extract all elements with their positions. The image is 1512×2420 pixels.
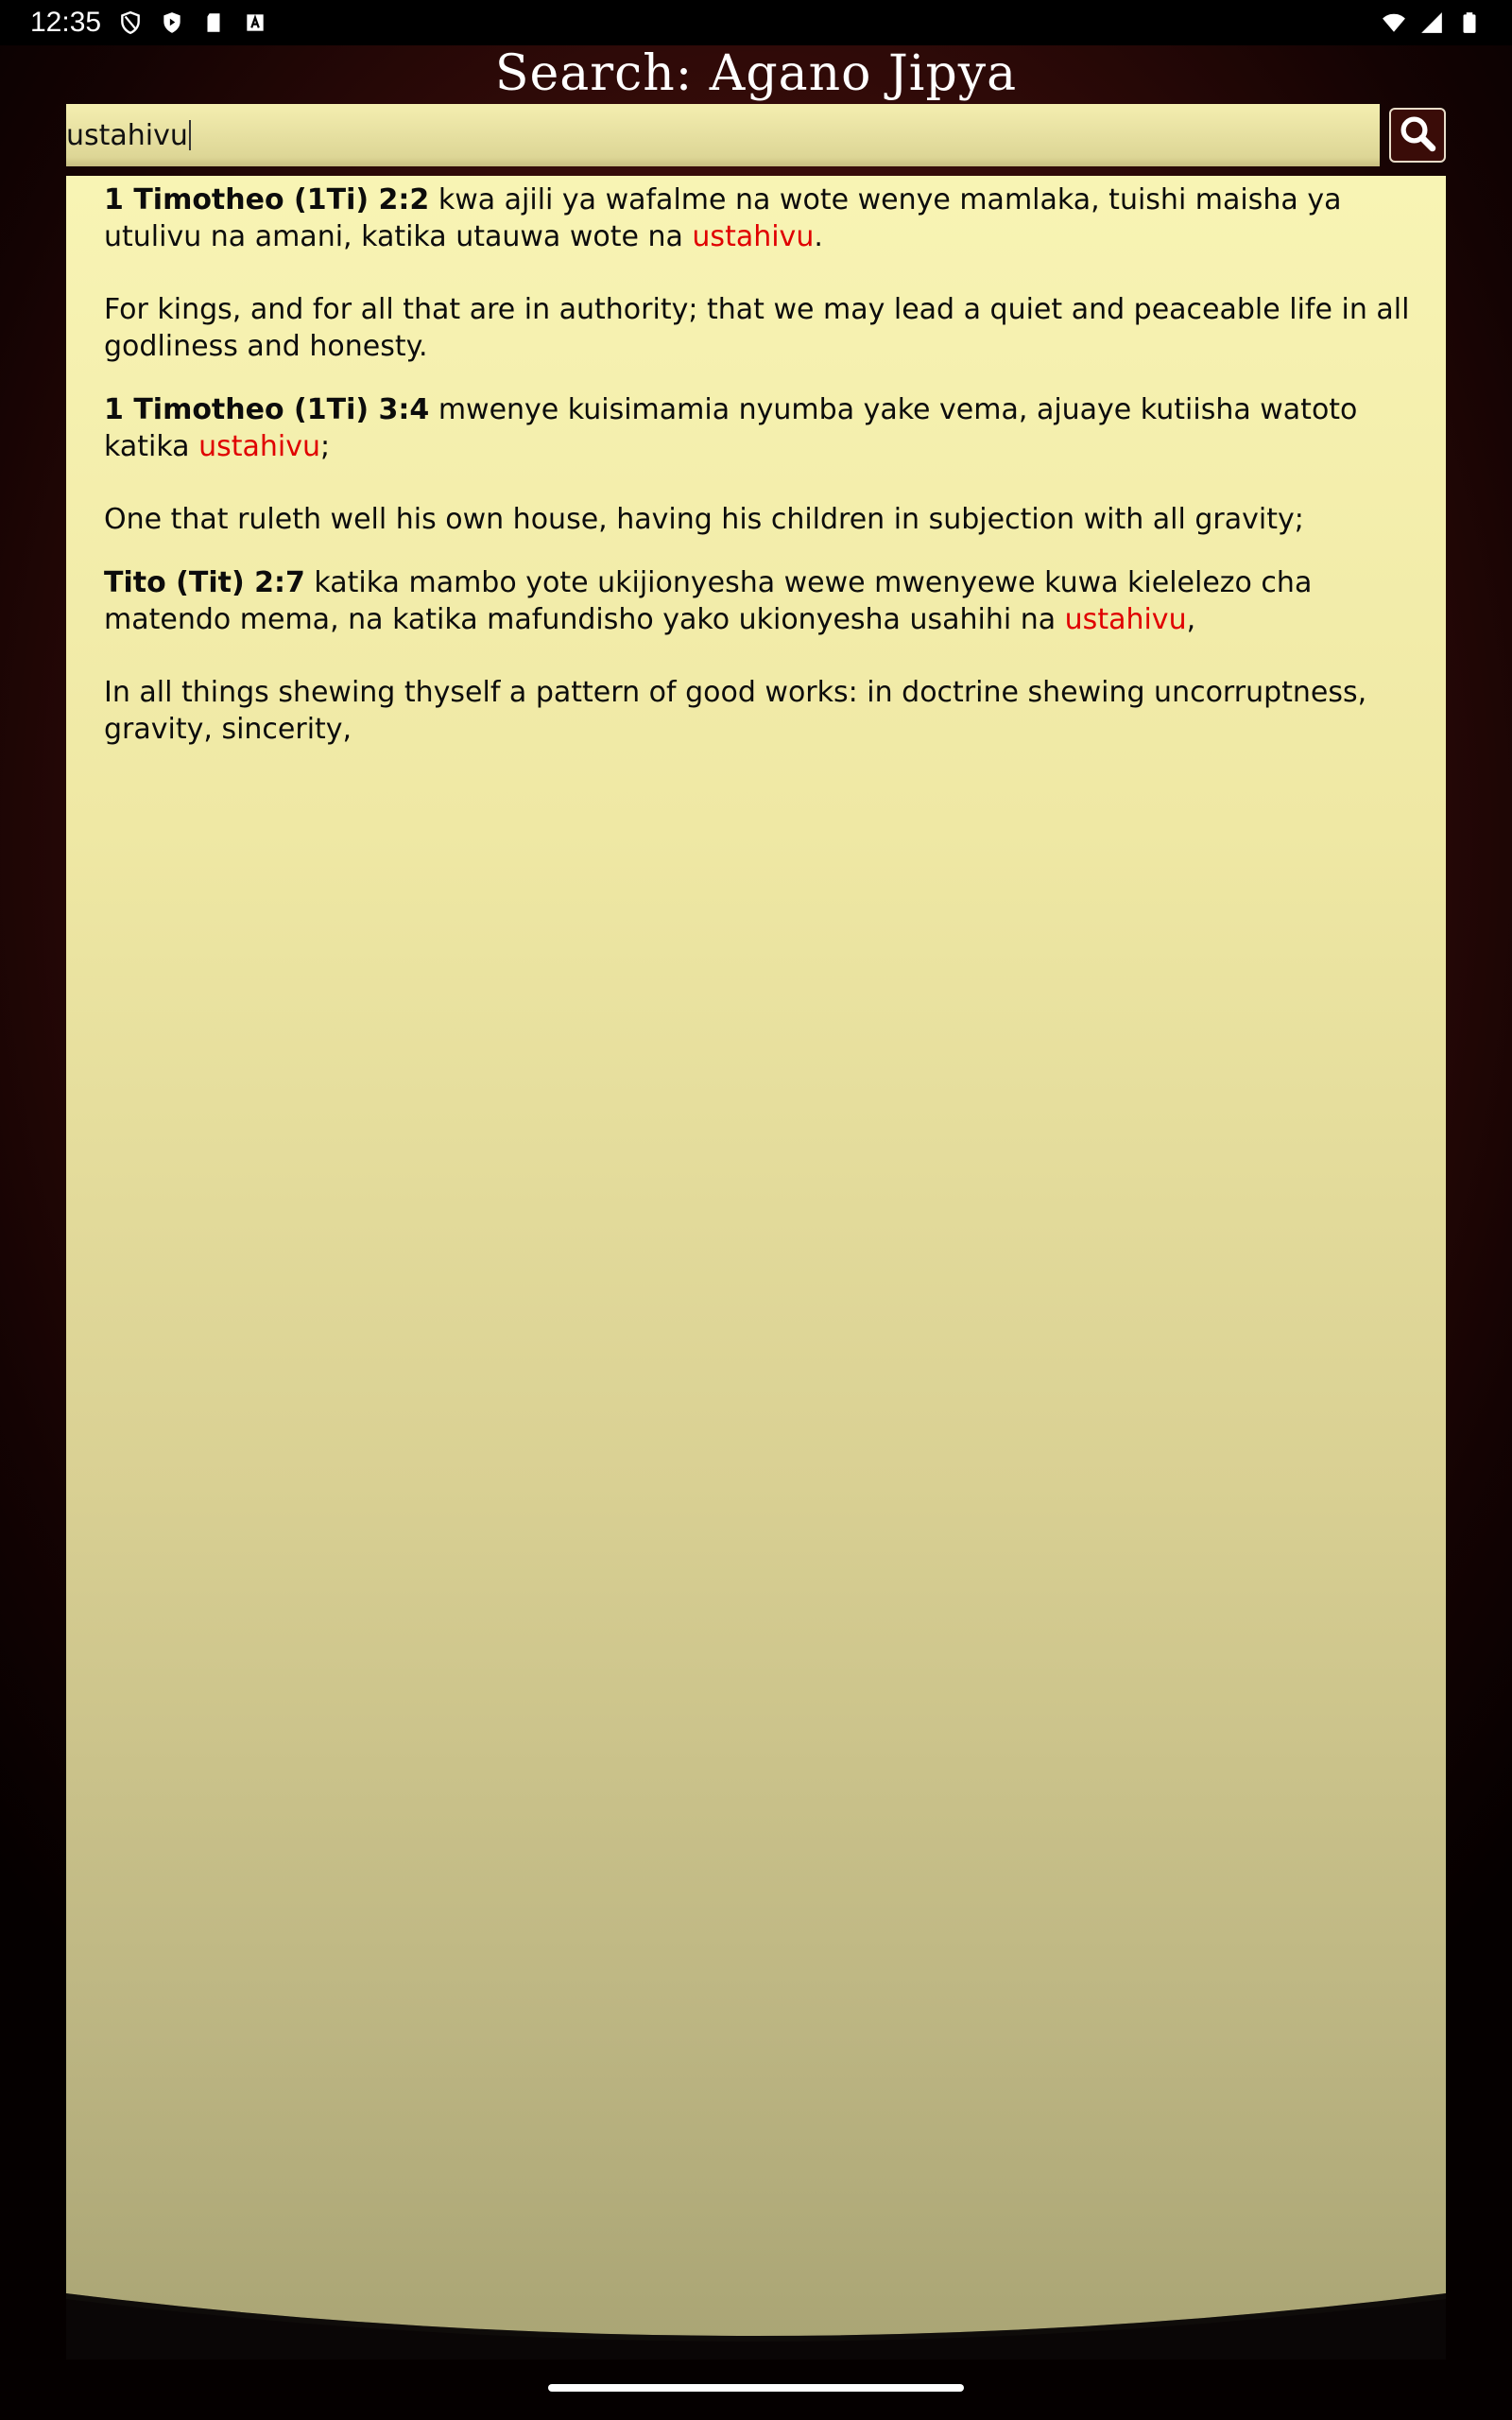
search-highlight: ustahivu — [1064, 603, 1187, 636]
status-right — [1382, 10, 1482, 35]
result-english-text: In all things shewing thyself a pattern of good works: in doctrine shewing uncorruptness, gravity, sincerity, — [104, 676, 1367, 746]
result-item[interactable] — [104, 176, 1418, 365]
results-list — [104, 176, 1418, 748]
result-item[interactable] — [104, 559, 1418, 748]
result-text-after: ; — [320, 430, 331, 463]
search-input[interactable] — [66, 104, 1380, 166]
result-text-after: . — [814, 220, 823, 253]
sd-card-icon — [201, 10, 226, 35]
search-highlight: ustahivu — [692, 220, 815, 253]
font-a-icon — [243, 10, 267, 35]
status-left — [30, 7, 267, 39]
result-swahili-text — [104, 391, 1418, 465]
search-button[interactable] — [1389, 108, 1446, 163]
battery-icon — [1457, 10, 1482, 35]
result-text-before: kwa ajili ya wafalme na wote wenye mamlaka, tuishi maisha ya utulivu na amani, katika utauwa wote na — [104, 183, 1342, 253]
search-input-value: ustahivu — [66, 118, 188, 152]
signal-icon — [1419, 10, 1444, 35]
result-text-before: mwenye kuisimamia nyumba yake vema, ajuaye kutiisha watoto katika — [104, 393, 1358, 463]
search-highlight: ustahivu — [198, 430, 320, 463]
gesture-nav-handle[interactable] — [548, 2384, 964, 2392]
page-title: Search: Agano Jipya — [494, 45, 1018, 102]
shield-icon — [118, 10, 143, 35]
result-reference: 1 Timotheo (1Ti) 3:4 — [104, 393, 430, 426]
result-english-text: For kings, and for all that are in authority; that we may lead a quiet and peaceable life in all godliness and honesty. — [104, 293, 1410, 363]
results-panel — [66, 176, 1446, 2360]
search-icon — [1398, 113, 1437, 157]
result-text-after: , — [1186, 603, 1196, 636]
result-item[interactable] — [104, 386, 1418, 538]
text-caret — [189, 120, 191, 150]
status-time: 12:35 — [30, 7, 102, 38]
result-english-text: One that ruleth well his own house, having his children in subjection with all gravity; — [104, 503, 1304, 536]
status-bar — [0, 0, 1512, 45]
wifi-icon — [1382, 10, 1406, 35]
result-text-before: katika mambo yote ukijionyesha wewe mwenyewe kuwa kielelezo cha matendo mema, na katika mafundisho yako ukionyesha usahihi na — [104, 566, 1313, 636]
result-reference: Tito (Tit) 2:7 — [104, 566, 305, 599]
result-swahili-text — [104, 564, 1418, 638]
result-swahili-text — [104, 182, 1418, 255]
result-reference: 1 Timotheo (1Ti) 2:2 — [104, 183, 430, 216]
play-protect-icon — [160, 10, 184, 35]
page-curl-decoration — [66, 2293, 1446, 2360]
